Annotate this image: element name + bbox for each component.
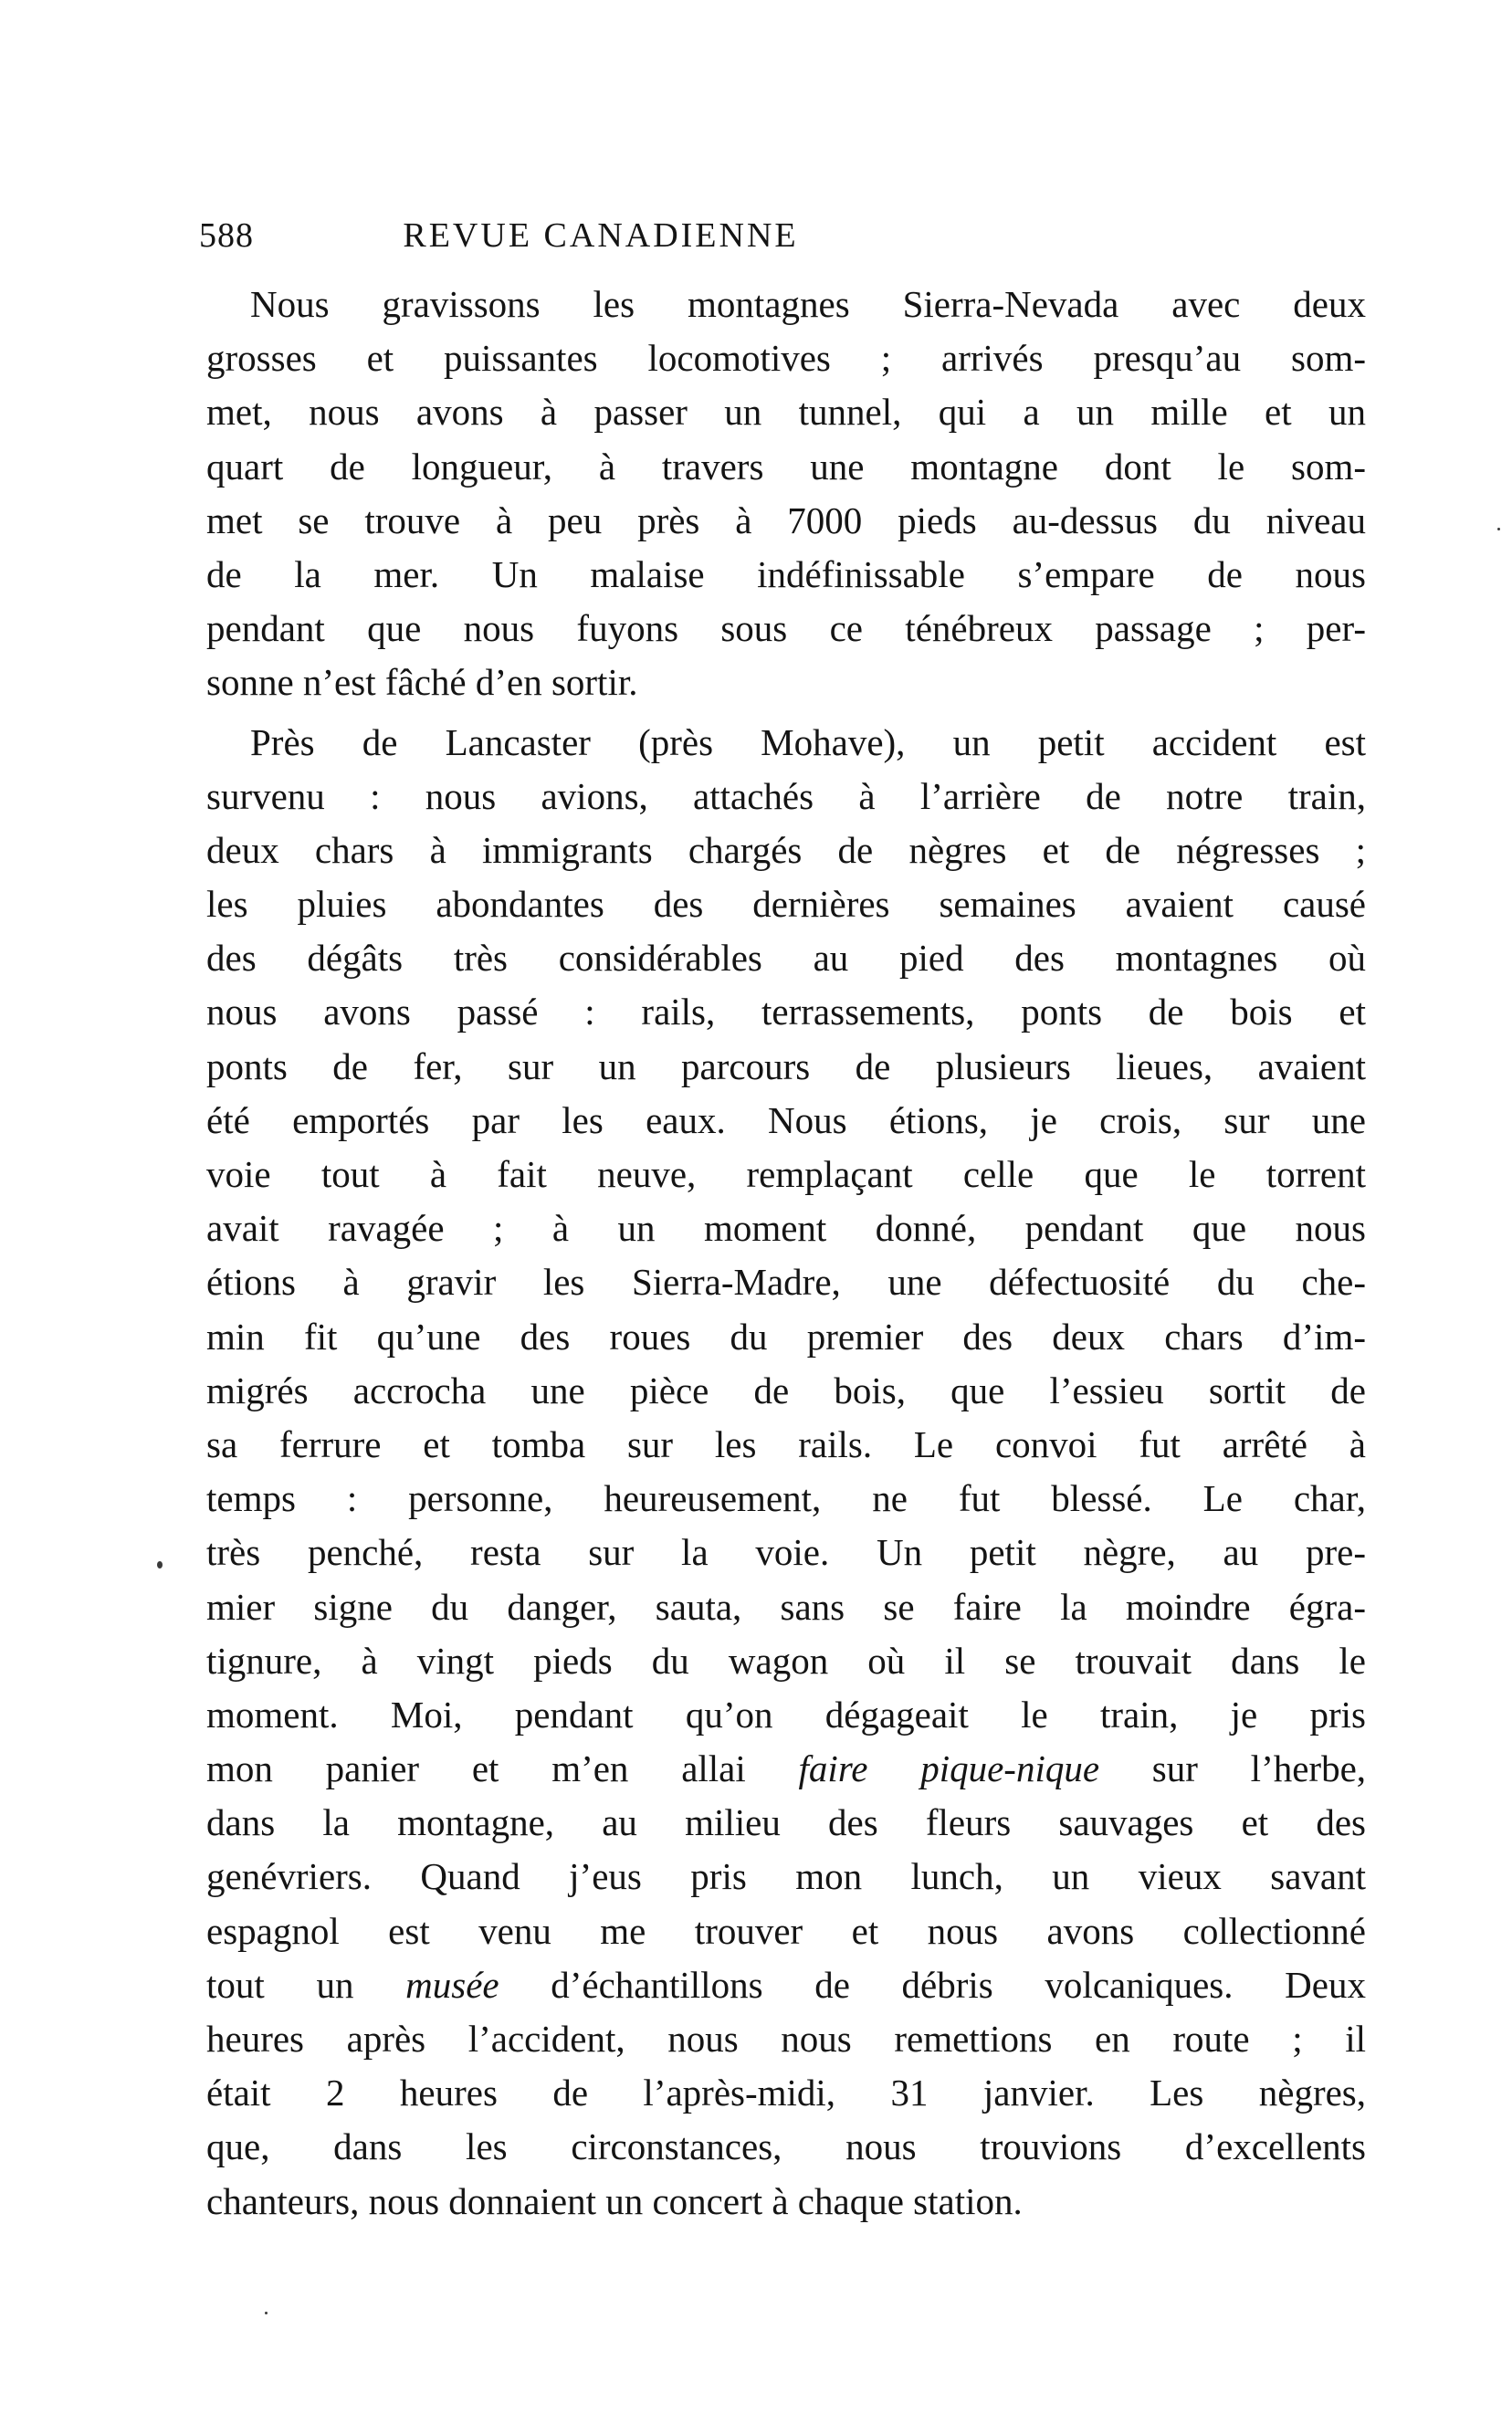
text-line: dans la montagne, au milieu des fleurs sauvages et des (206, 1801, 1366, 1844)
text-line-with-italic (206, 1958, 1366, 2012)
text-line: des dégâts très considérables au pied des montagnes où (206, 937, 1366, 980)
text-line: été emportés par les eaux. Nous étions, je crois, sur une (206, 1098, 1366, 1141)
text-line: genévriers. Quand j’eus pris mon lunch, un vieux savant (206, 1855, 1366, 1898)
text-segment: tout un (206, 1963, 406, 2006)
ink-speck (265, 2312, 268, 2314)
page-number: 588 (199, 216, 254, 255)
text-line: étions à gravir les Sierra-Madre, une défectuosité du che- (206, 1261, 1366, 1304)
text-segment: mon panier et m’en allai (206, 1747, 799, 1790)
text-line: moment. Moi, pendant qu’on dégageait le train, je pris (206, 1693, 1366, 1736)
text-line: pendant que nous fuyons sous ce ténébreux passage ; per- (206, 607, 1366, 650)
text-line: chanteurs, nous donnaient un concert à chaque station. (206, 2179, 1023, 2222)
text-line: de la mer. Un malaise indéfinissable s’empare de nous (206, 552, 1366, 595)
text-line: Près de Lancaster (près Mohave), un petit accident est (250, 720, 1366, 763)
text-line: avait ravagée ; à un moment donné, pendant que nous (206, 1207, 1366, 1250)
body-text (206, 278, 1366, 2229)
text-line: survenu : nous avions, attachés à l’arrière de notre train, (206, 774, 1366, 817)
text-line: quart de longueur, à travers une montagne dont le som- (206, 445, 1366, 488)
text-segment: d’échantillons de débris volcaniques. Deux (499, 1963, 1366, 2006)
text-line: était 2 heures de l’après-midi, 31 janvier. Les nègres, (206, 2072, 1366, 2114)
text-line: sa ferrure et tomba sur les rails. Le convoi fut arrêté à (206, 1422, 1366, 1465)
text-line: que, dans les circonstances, nous trouvions d’excellents (206, 2125, 1366, 2168)
running-head (199, 208, 1003, 263)
text-line: sonne n’est fâché d’en sortir. (206, 661, 638, 704)
ink-speck (1497, 528, 1500, 530)
text-line: Nous gravissons les montagnes Sierra-Nevada avec deux (250, 283, 1366, 325)
italic-phrase: faire pique-nique (798, 1747, 1100, 1790)
text-segment: sur l’herbe, (1099, 1747, 1366, 1790)
italic-word: musée (405, 1963, 499, 2006)
text-line: heures après l’accident, nous nous remettions en route ; il (206, 2018, 1366, 2060)
text-line: les pluies abondantes des dernières semaines avaient causé (206, 883, 1366, 926)
text-line: min fit qu’une des roues du premier des deux chars d’im- (206, 1315, 1366, 1358)
text-line: ponts de fer, sur un parcours de plusieurs lieues, avaient (206, 1044, 1366, 1087)
text-line: migrés accrocha une pièce de bois, que l’essieu sortit de (206, 1369, 1366, 1411)
ink-speck (157, 1561, 163, 1568)
text-line: nous avons passé : rails, terrassements, ponts de bois et (206, 991, 1366, 1033)
text-line: grosses et puissantes locomotives ; arrivés presqu’au som- (206, 337, 1366, 380)
text-line: met, nous avons à passer un tunnel, qui a un mille et un (206, 391, 1366, 434)
text-line: temps : personne, heureusement, ne fut blessé. Le char, (206, 1477, 1366, 1520)
text-line: deux chars à immigrants chargés de nègres et de négresses ; (206, 828, 1366, 871)
text-line-with-italic (206, 1742, 1366, 1796)
journal-title: REVUE CANADIENNE (403, 216, 799, 255)
text-line: espagnol est venu me trouver et nous avons collectionné (206, 1909, 1366, 1952)
text-line: voie tout à fait neuve, remplaçant celle que le torrent (206, 1153, 1366, 1195)
text-line: mier signe du danger, sauta, sans se faire la moindre égra- (206, 1585, 1366, 1628)
text-line: met se trouve à peu près à 7000 pieds au-dessus du niveau (206, 498, 1366, 541)
text-line: tignure, à vingt pieds du wagon où il se trouvait dans le (206, 1639, 1366, 1682)
text-line: très penché, resta sur la voie. Un petit nègre, au pre- (206, 1531, 1366, 1574)
